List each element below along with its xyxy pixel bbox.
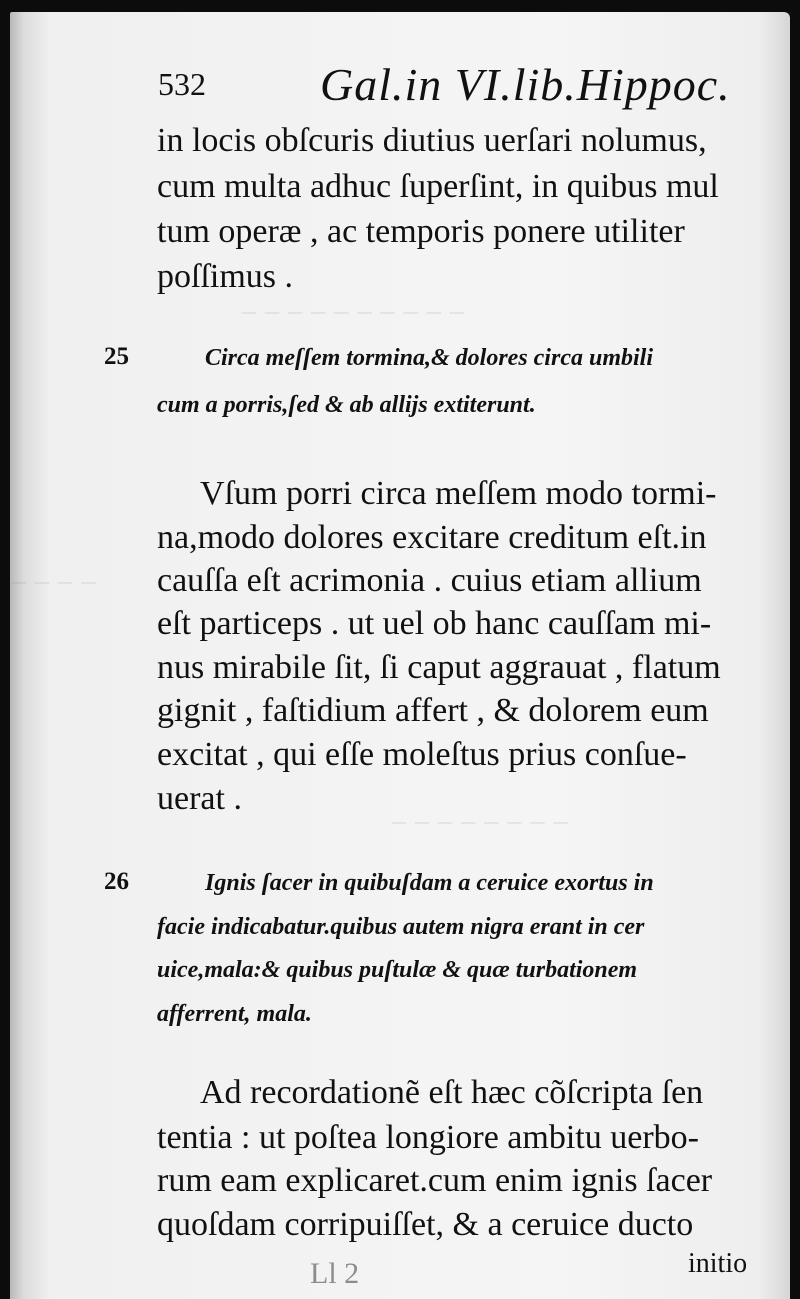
commentary-line: gignit , faſtidium affert , & dolorem eum xyxy=(157,692,709,729)
commentary-line: tentia : ut poſtea longiore ambitu uerbo- xyxy=(157,1119,699,1156)
aphorism-text-line: cum a porris,ſed & ab allijs extiterunt. xyxy=(157,392,536,418)
catchword: initio xyxy=(688,1248,748,1279)
commentary-line: na,modo dolores excitare creditum eſt.in xyxy=(157,519,707,556)
commentary-line: eſt particeps . ut uel ob hanc cauſſam mi- xyxy=(157,605,712,642)
commentary-line: quoſdam corripuiſſet, & a ceruice ducto xyxy=(157,1206,694,1243)
commentary-line: excitat , qui eſſe moleſtus prius conſue- xyxy=(157,736,687,773)
commentary-line: Ad recordationẽ eſt hæc cõſcripta ſen xyxy=(200,1074,704,1111)
text-line: cum multa adhuc ſuperſint, in quibus mul xyxy=(157,168,719,205)
commentary-line: uerat . xyxy=(157,780,242,817)
show-through-text: — — — — xyxy=(10,572,97,591)
show-through-text: — — — — — — — — xyxy=(390,812,569,831)
text-line: in locis obſcuris diutius uerſari nolumus, xyxy=(157,122,707,159)
commentary-line: Vſum porri circa meſſem modo tormi- xyxy=(200,475,717,512)
page-number: 532 xyxy=(158,66,206,102)
aphorism-text-line: facie indicabatur.quibus autem nigra erant in cer xyxy=(157,914,645,940)
show-through-text: — — — — — — — — — — xyxy=(240,302,465,321)
aphorism-number: 26 xyxy=(104,868,129,895)
aphorism-number: 25 xyxy=(104,343,129,370)
aphorism-text-line: uice,mala:& quibus puſtulæ & quæ turbationem xyxy=(157,957,638,983)
signature-mark: Ll 2 xyxy=(310,1257,360,1290)
text-line: poſſimus . xyxy=(157,258,294,295)
text-line: tum operæ , ac temporis ponere utiliter xyxy=(157,213,685,250)
book-page xyxy=(10,12,790,1299)
commentary-line: nus mirabile ſit, ſi caput aggrauat , flatum xyxy=(157,649,721,686)
aphorism-text-line: Ignis ſacer in quibuſdam a ceruice exortus in xyxy=(205,870,654,896)
commentary-line: cauſſa eſt acrimonia . cuius etiam allium xyxy=(157,562,702,599)
aphorism-text-line: afferrent, mala. xyxy=(157,1001,312,1027)
running-title: Gal.in VI.lib.Hippoc. xyxy=(320,59,731,110)
commentary-line: rum eam explicaret.cum enim ignis ſacer xyxy=(157,1162,713,1199)
aphorism-text-line: Circa meſſem tormina,& dolores circa umbili xyxy=(205,345,653,371)
